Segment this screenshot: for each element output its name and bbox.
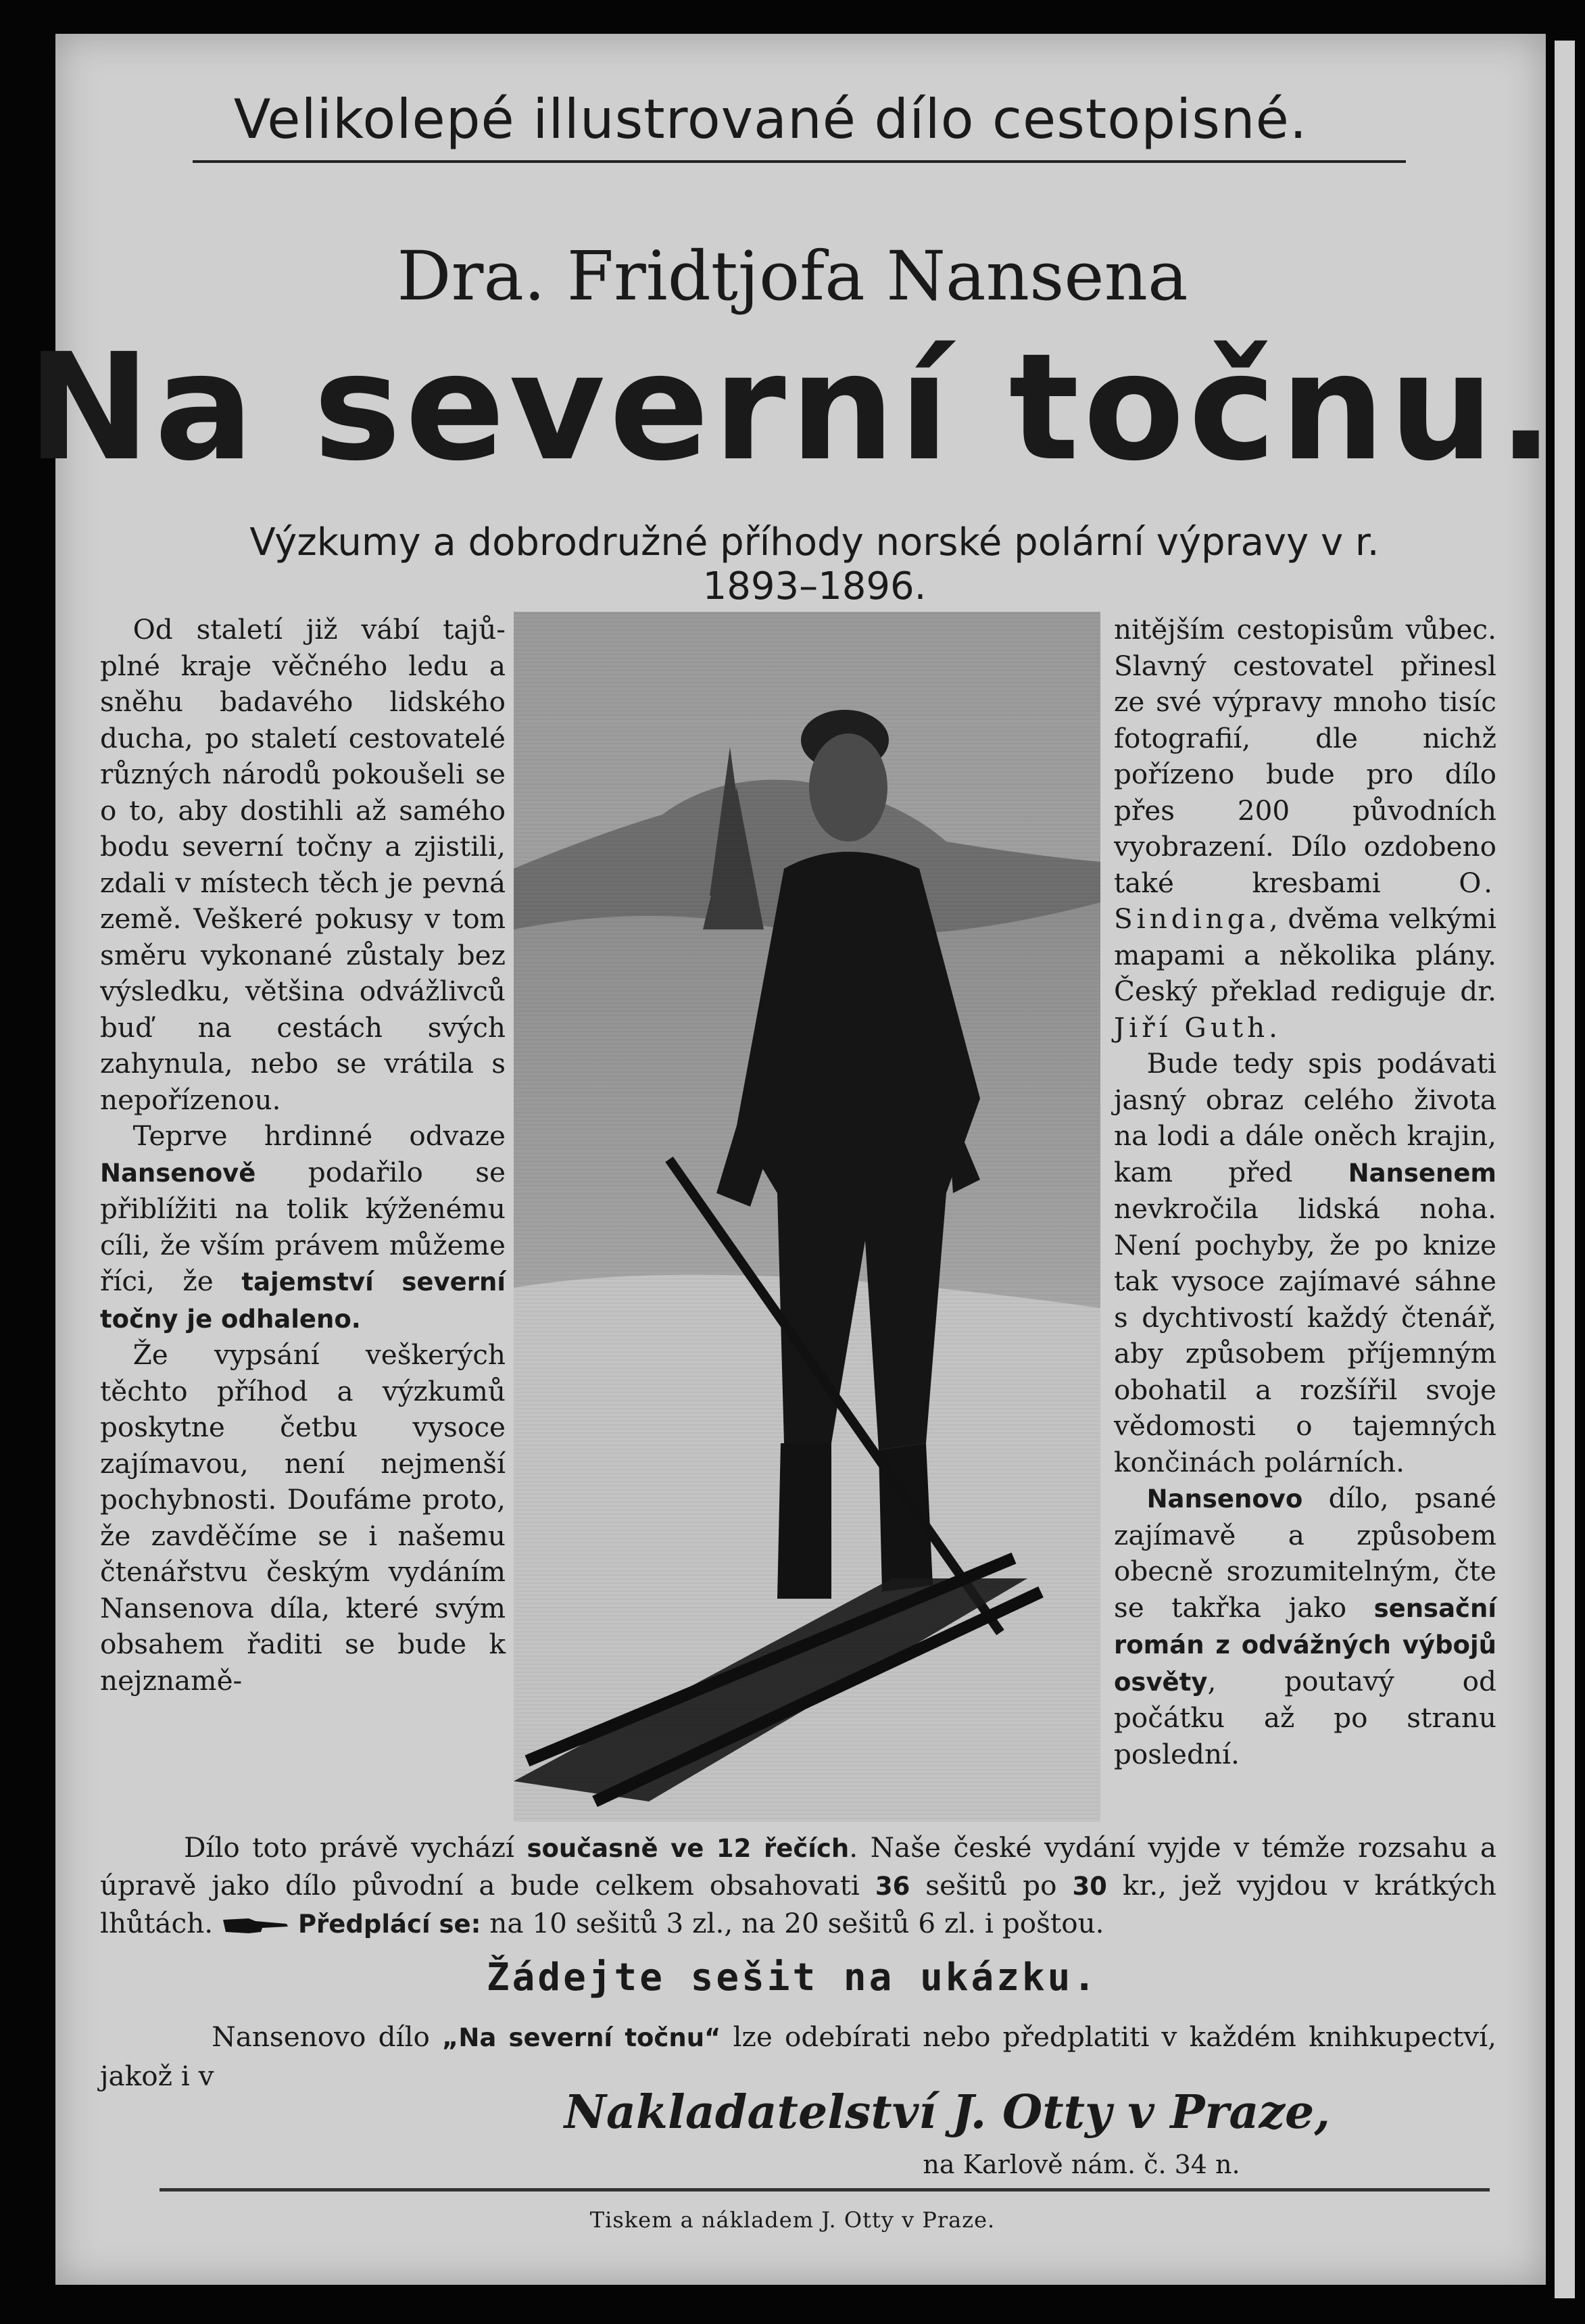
text-run: sešitů po — [910, 1869, 1073, 1902]
bold-12-languages: současně ve 12 řečích — [527, 1834, 850, 1863]
text-run: Teprve hrdinné odvaze — [132, 1119, 506, 1152]
text-run: na 10 sešitů 3 zl., na 20 sešitů 6 zl. i poštou. — [481, 1907, 1104, 1939]
text-run: . — [1269, 1011, 1278, 1044]
bold-price: 30 — [1072, 1872, 1107, 1901]
text-run: podařilo se přiblížiti na tolik kýženému cíli, že vším právem můžeme říci, že — [100, 1155, 506, 1297]
printer-line: Tiskem a nákladem J. Otty v Praze. — [589, 2207, 996, 2233]
bold-name-nansen: Nansenově — [100, 1158, 256, 1188]
text-run: lze odebírati nebo předplatiti v každém knihkupectví, jakož i v — [100, 2020, 1496, 2092]
footer-rule — [160, 2188, 1490, 2192]
book-title: Na severní točnu. — [27, 322, 1558, 493]
publisher-address: na Karlově nám. č. 34 n. — [923, 2150, 1240, 2179]
book-subtitle: Výzkumy a dobrodružné příhody norské polární výpravy v r. 1893–1896. — [249, 521, 1380, 608]
left-paragraph-3: Že vypsání veškerých těchto příhod a výzkumů poskytne četbu vysoce zajímavou, není nejmenší pochybnosti. Doufáme proto, že zavděčíme se i našemu čtenářstvu českým vydáním Nansenova díla, které svým obsahem řaditi se bude k nejznamě- — [100, 1338, 506, 1697]
nansen-on-skis-photo — [514, 612, 1100, 1822]
right-paragraph-3 — [1114, 1480, 1496, 1772]
bold-nansenovo: Nansenovo — [1146, 1484, 1303, 1514]
text-run: nitějším cestopisům vůbec. Slavný cestovatel přinesl ze své výpravy mnoho tisíc fotografií, dle nichž pořízeno bude pro dílo přes 200 původních vyobrazení. Dílo ozdobeno také kresbami — [1114, 613, 1496, 899]
text-run: Nansenovo dílo — [212, 2020, 443, 2053]
left-text-column — [100, 612, 506, 1699]
text-run: Dílo toto právě vychází — [183, 1831, 527, 1864]
kicker-rule — [193, 160, 1406, 163]
text-run: dílo, psané zajímavě a způsobem obecně srozumitelným, čte se takřka jako — [1114, 1482, 1496, 1624]
bold-name-nansenem: Nansenem — [1348, 1158, 1496, 1188]
text-run: , dvěma velkými mapami a několika plány. Český překlad rediguje dr. — [1114, 902, 1496, 1007]
text-run: kr., jež vyjdou v krátkých lhůtách. — [100, 1869, 1497, 1939]
offer-paragraph — [100, 1829, 1496, 1943]
right-paragraph-2 — [1114, 1046, 1496, 1480]
left-paragraph-2 — [100, 1118, 506, 1337]
text-run: , poutavý od počátku až po stranu poslední. — [1114, 1664, 1496, 1770]
bold-sensational-novel: sensační román z odvážných výbojů osvěty — [1114, 1593, 1496, 1697]
bold-subscription: Předplácí se: — [297, 1910, 481, 1939]
bold-book-title: „Na severní točnu“ — [442, 2023, 721, 2052]
availability-paragraph — [100, 2018, 1496, 2095]
kicker-heading: Velikolepé illustrované dílo cestopisné. — [233, 88, 1308, 151]
text-run: nevkročila lidská noha. Není pochyby, že po knize tak vysoce zajímavé sáhne s dychtivostí každý čtenář, aby způsobem příjemným obohatil a rozšířil svoje vědomosti o tajemných končinách polárních. — [1114, 1192, 1496, 1478]
text-run: . Naše české vydání vyjde v témže rozsahu a úpravě jako dílo původní a bude celkem obsahovati — [100, 1831, 1496, 1902]
bold-issue-count: 36 — [875, 1872, 910, 1901]
sample-request-heading: Žádejte sešit na ukázku. — [486, 1956, 1099, 2000]
spaced-name-guth: Jiří Guth — [1114, 1011, 1269, 1044]
spaced-name-sinding: O. Sindinga — [1114, 866, 1496, 935]
right-paragraph-1 — [1114, 612, 1496, 1046]
text-run: Bude tedy spis podávati jasný obraz celého života na lodi a dále oněch krajin, kam před — [1114, 1047, 1496, 1188]
left-paragraph-1: Od staletí již vábí tajů-plné kraje věčného ledu a sněhu badavého lidského ducha, po staletí cestovatelé různých národů pokoušeli se o to, aby dostihli až samého bodu severní točny a zjistili, zdali v místech těch je pevná země. Veškeré pokusy v tom směru vykonané zůstaly bez výsledku, většina odvážlivců buď na cestách svých zahynula, nebo se vrátila s nepořízenou. — [100, 613, 506, 1116]
publisher-name: Nakladatelství J. Otty v Praze, — [564, 2085, 1330, 2139]
bold-claim: tajemství severní točny je odhaleno. — [100, 1267, 506, 1334]
pointing-hand-icon — [222, 1917, 289, 1935]
right-text-column — [1114, 612, 1496, 1772]
author-line: Dra. Fridtjofa Nansena — [397, 237, 1188, 316]
